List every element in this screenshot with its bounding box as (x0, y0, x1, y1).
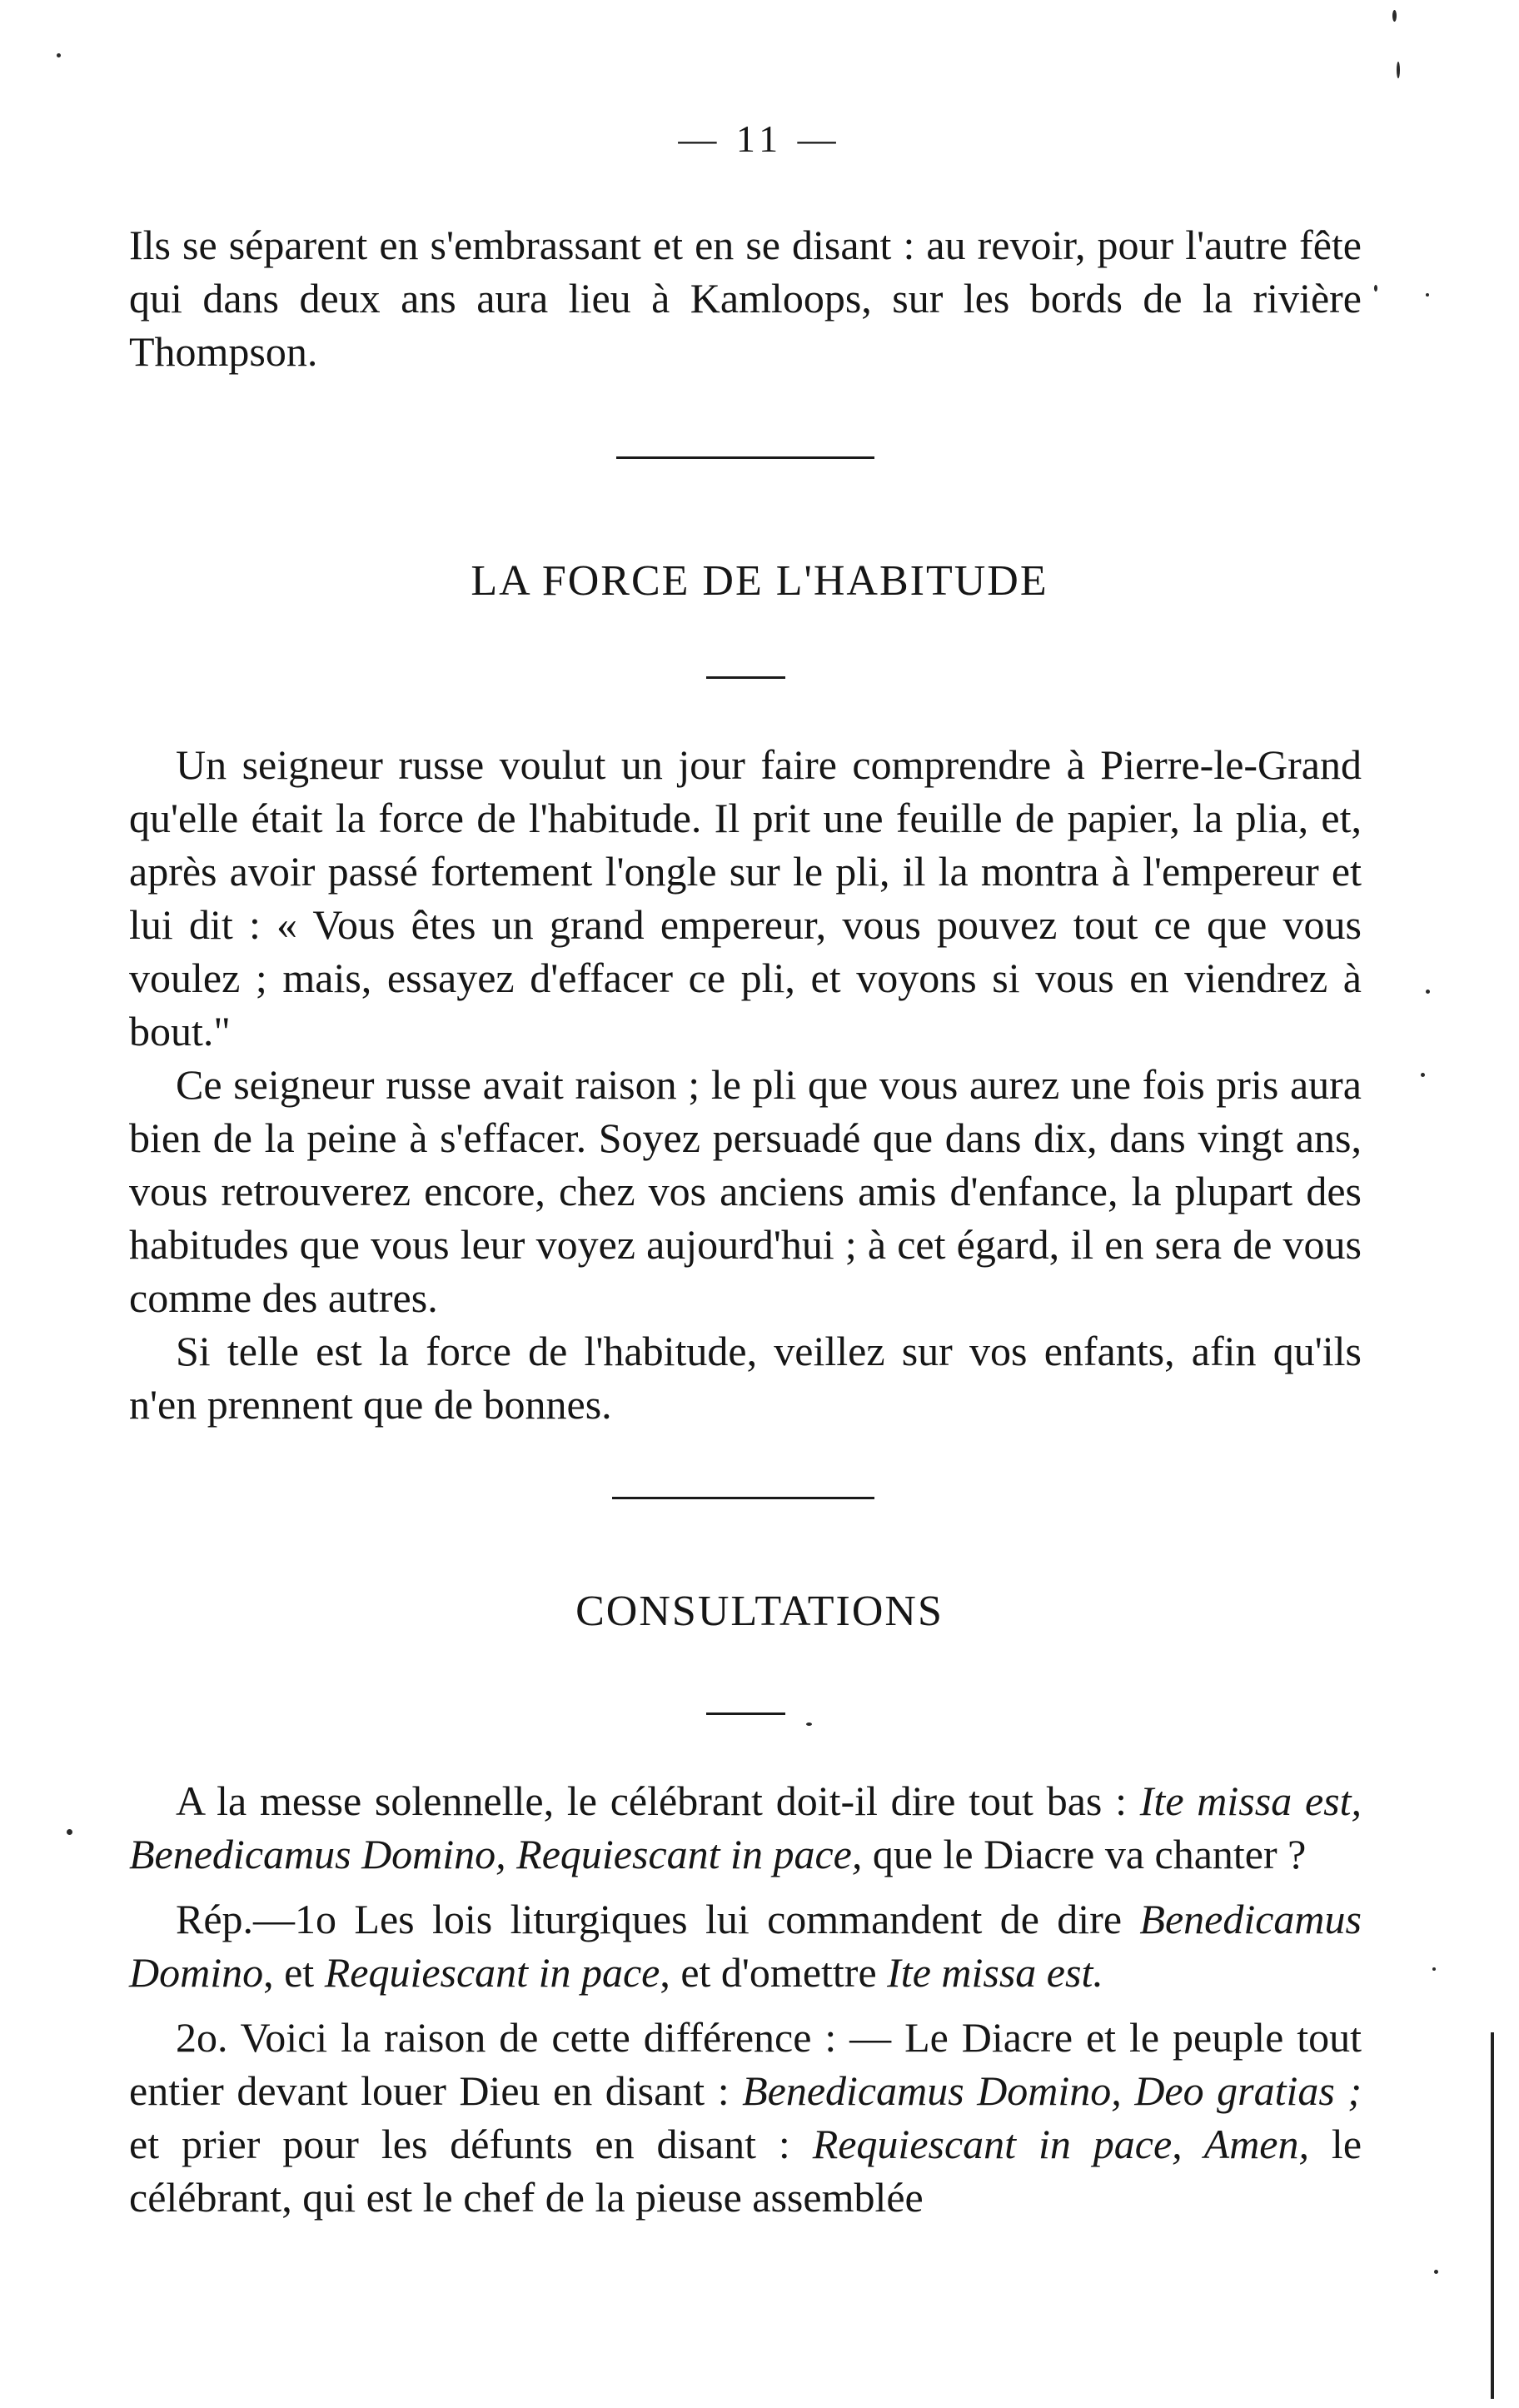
section-divider-rule-2 (612, 1497, 874, 1499)
habitude-paragraph-3: Si telle est la force de l'habitude, veillez sur vos enfants, afin qu'ils n'en prennent que de bonnes. (129, 1328, 1362, 1428)
habitude-paragraph-2: Ce seigneur russe avait raison ; le pli que vous aurez une fois pris aura bien de la peine à s'effacer. Soyez persuadé que dans dix, dans vingt ans, vous retrouverez encore, chez vos anciens amis d'enfance, la plupart des habitudes que vous leur voyez aujourd'hui ; à cet égard, il en sera de vous comme des autres. (129, 1061, 1362, 1321)
answer-label: 2o. (176, 2014, 228, 2061)
consultations-body (129, 1774, 1362, 2224)
answer-italic: Benedicamus Domino, Deo gratias ; (742, 2067, 1362, 2114)
scan-mark (1397, 62, 1400, 78)
answer-text: Les lois liturgiques lui commandent de dire (336, 1896, 1140, 1942)
section-title-habitude: LA FORCE DE L'HABITUDE (471, 557, 1048, 605)
habitude-body (129, 738, 1362, 1431)
question-paragraph (129, 1774, 1362, 1881)
answer-label: Rép.—1o (176, 1896, 337, 1942)
scan-speck (1426, 293, 1429, 297)
scan-speck (57, 53, 61, 57)
scan-speck (1434, 2270, 1438, 2274)
answer-text: Voici la raison de cette différence : — Le Diacre et le peuple tout entier devant louer Dieu en disant : (129, 2014, 1362, 2114)
intro-text: Ils se séparent en s'embrassant et en se disant : au revoir, pour l'autre fête qui dans deux ans aura lieu à Kamloops, sur les bords de la rivière Thompson. (129, 222, 1362, 375)
question-italic: Ite missa est, Benedicamus Domino, Requiescant in pace, (129, 1777, 1362, 1877)
question-text: A la messe solennelle, le célébrant doit-il dire tout bas : (176, 1777, 1140, 1824)
scan-mark (1392, 10, 1397, 22)
scan-speck (1421, 1073, 1425, 1077)
answer-paragraph-2 (129, 2011, 1362, 2224)
question-text-end: que le Diacre va chanter ? (862, 1831, 1307, 1877)
scan-edge-bar (1491, 2032, 1494, 2399)
answer-italic: Ite missa est. (887, 1949, 1103, 1996)
scan-speck (1426, 990, 1430, 994)
scan-speck (1432, 1967, 1436, 1971)
answer-text: , et d'omettre (660, 1949, 888, 1996)
scan-speck (67, 1829, 72, 1835)
answer-text: et prier pour les défunts en disant : (129, 2121, 813, 2167)
page-number: — 11 — (678, 117, 841, 160)
answer-italic: Requiescant in pace, Amen, (812, 2121, 1310, 2167)
answer-italic: Benedicamus Domino (129, 1896, 1362, 1996)
intro-paragraph (129, 218, 1362, 378)
section-divider-rule (616, 456, 874, 459)
answer-text: , et (263, 1949, 325, 1996)
answer-text: le célébrant, qui est le chef de la pieuse assemblée (129, 2121, 1362, 2221)
ink-speck (806, 1722, 812, 1726)
title-underline-rule (706, 676, 785, 679)
answer-paragraph-1 (129, 1892, 1362, 1999)
habitude-paragraph-1: Un seigneur russe voulut un jour faire comprendre à Pierre-le-Grand qu'elle était la force de l'habitude. Il prit une feuille de papier, la plia, et, après avoir passé fortement l'ongle sur le pli, il la montra à l'empereur et lui dit : « Vous êtes un grand empereur, vous pouvez tout ce que vous voulez ; mais, essayez d'effacer ce pli, et voyons si vous en viendrez à bout." (129, 741, 1362, 1054)
section-title-consultations: CONSULTATIONS (575, 1588, 944, 1635)
title-underline-rule-2 (706, 1713, 785, 1715)
answer-italic: Requiescant in pace (324, 1949, 660, 1996)
scan-speck (1374, 285, 1377, 292)
